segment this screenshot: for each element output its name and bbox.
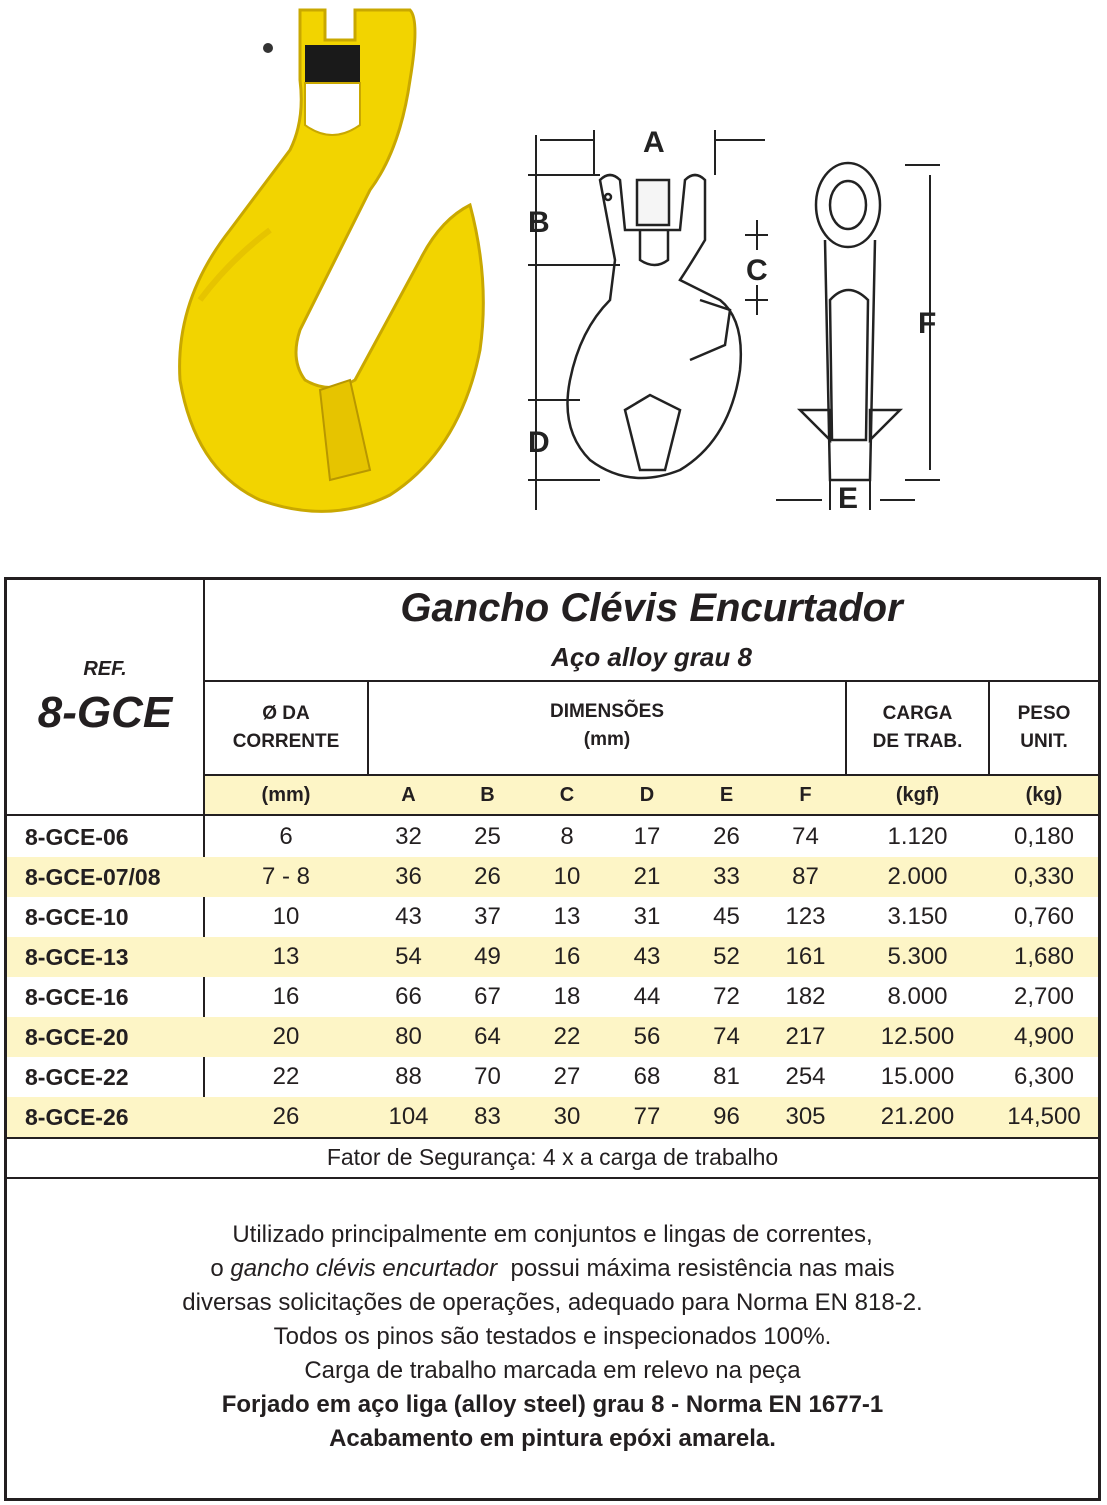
description-line3: diversas solicitações de operações, adequado para Norma EN 818-2. (182, 1289, 923, 1316)
row-cell-load: 12.500 (880, 1023, 955, 1050)
table-row (7, 937, 1098, 977)
row-cell-d: 77 (633, 1103, 661, 1130)
row-cell-f: 74 (792, 823, 819, 850)
row-cell-f: 87 (792, 863, 819, 890)
row-cell-a: 80 (395, 1023, 422, 1050)
row-cell-f: 182 (785, 983, 826, 1010)
row-cell-chain: 16 (272, 983, 300, 1010)
dim-label-b: B (528, 206, 550, 239)
row-cell-weight: 4,900 (1013, 1023, 1075, 1050)
row-ref: 8-GCE-10 (25, 904, 129, 930)
header-chain-line2: CORRENTE (232, 731, 340, 752)
unit-c: C (559, 784, 575, 806)
row-cell-e: 81 (713, 1063, 740, 1090)
row-cell-weight: 0,760 (1013, 903, 1075, 930)
row-cell-d: 56 (633, 1023, 661, 1050)
unit-chain: (mm) (261, 784, 311, 806)
row-cell-c: 30 (553, 1103, 581, 1130)
row-cell-d: 68 (633, 1063, 661, 1090)
row-cell-load: 5.300 (887, 943, 948, 970)
table-row (7, 977, 1098, 1017)
description-line7: Acabamento em pintura epóxi amarela. (329, 1425, 776, 1452)
page-subtitle: Aço alloy grau 8 (551, 642, 752, 672)
row-cell-a: 54 (395, 943, 422, 970)
table-row (7, 1097, 1098, 1137)
header-dimensions-line2: (mm) (583, 729, 631, 750)
description-line4: Todos os pinos são testados e inspecionados 100%. (273, 1323, 832, 1350)
product-name-emphasis: gancho clévis encurtador (230, 1255, 498, 1282)
product-description (7, 1218, 1098, 1456)
row-cell-a: 36 (395, 863, 422, 890)
dim-label-a: A (643, 126, 665, 159)
header-weight-line2: UNIT. (1020, 731, 1068, 752)
row-cell-e: 74 (713, 1023, 740, 1050)
row-cell-f: 217 (785, 1023, 826, 1050)
table-row (7, 1017, 1098, 1057)
side-view-drawing (800, 163, 900, 480)
side-view-dimensions (776, 165, 940, 510)
row-cell-a: 43 (395, 903, 422, 930)
row-cell-f: 254 (785, 1063, 826, 1090)
row-cell-c: 10 (553, 863, 581, 890)
row-cell-weight: 0,180 (1013, 823, 1075, 850)
table-row (7, 1057, 1098, 1097)
product-illustration (0, 0, 1107, 570)
row-cell-a: 32 (395, 823, 422, 850)
row-ref: 8-GCE-22 (25, 1064, 129, 1090)
dim-label-d: D (528, 426, 550, 459)
row-cell-e: 96 (713, 1103, 740, 1130)
description-line6: Forjado em aço liga (alloy steel) grau 8 - Norma EN 1677-1 (221, 1391, 884, 1418)
header-load-line2: DE TRAB. (872, 731, 963, 752)
row-cell-d: 17 (633, 823, 661, 850)
unit-load: (kgf) (895, 784, 940, 806)
header-weight-line1: PESO (1017, 703, 1071, 724)
row-cell-b: 67 (474, 983, 501, 1010)
row-cell-weight: 14,500 (1007, 1103, 1081, 1130)
row-cell-c: 13 (553, 903, 581, 930)
row-ref: 8-GCE-13 (25, 944, 129, 970)
row-ref: 8-GCE-06 (25, 824, 129, 850)
row-cell-b: 37 (474, 903, 501, 930)
table-row (7, 857, 1098, 897)
description-line2: o gancho clévis encurtador possui máxima resistência nas mais (210, 1255, 895, 1282)
header-load (847, 700, 988, 756)
row-cell-c: 27 (553, 1063, 581, 1090)
front-view-drawing (568, 175, 741, 478)
row-cell-load: 3.150 (887, 903, 948, 930)
unit-f: F (799, 784, 812, 806)
row-cell-c: 8 (560, 823, 574, 850)
row-cell-d: 44 (633, 983, 661, 1010)
row-cell-c: 22 (553, 1023, 581, 1050)
row-cell-b: 83 (474, 1103, 501, 1130)
row-cell-chain: 13 (272, 943, 300, 970)
row-cell-e: 26 (713, 823, 740, 850)
table-row (7, 897, 1098, 937)
row-cell-c: 18 (553, 983, 581, 1010)
row-cell-e: 72 (713, 983, 740, 1010)
row-cell-weight: 0,330 (1013, 863, 1075, 890)
ref-code: 8-GCE (37, 688, 173, 737)
row-cell-b: 25 (474, 823, 501, 850)
row-cell-a: 66 (395, 983, 422, 1010)
header-chain-line1: Ø DA (262, 703, 310, 724)
row-cell-d: 21 (633, 863, 661, 890)
table-row (7, 817, 1098, 857)
header-chain (205, 700, 367, 756)
row-cell-load: 15.000 (880, 1063, 955, 1090)
header-load-line1: CARGA (882, 703, 953, 724)
row-cell-weight: 2,700 (1013, 983, 1075, 1010)
unit-weight: (kg) (1025, 784, 1063, 806)
row-cell-chain: 7 - 8 (261, 863, 311, 890)
unit-e: E (719, 784, 734, 806)
row-cell-e: 33 (713, 863, 740, 890)
row-cell-weight: 6,300 (1013, 1063, 1075, 1090)
safety-factor-note: Fator de Segurança: 4 x a carga de trabalho (326, 1144, 779, 1170)
row-cell-load: 1.120 (887, 823, 948, 850)
row-cell-d: 31 (633, 903, 661, 930)
row-cell-f: 161 (785, 943, 826, 970)
row-ref: 8-GCE-26 (25, 1104, 129, 1130)
description-line1: Utilizado principalmente em conjuntos e lingas de correntes, (232, 1221, 873, 1248)
header-weight (990, 700, 1098, 756)
row-cell-c: 16 (553, 943, 581, 970)
row-cell-load: 8.000 (887, 983, 948, 1010)
row-ref: 8-GCE-16 (25, 984, 129, 1010)
unit-a: A (401, 784, 416, 806)
row-cell-a: 88 (395, 1063, 422, 1090)
dim-label-c: C (746, 254, 768, 287)
row-cell-f: 305 (785, 1103, 826, 1130)
description-line5: Carga de trabalho marcada em relevo na peça (304, 1357, 801, 1384)
row-cell-b: 70 (474, 1063, 501, 1090)
row-cell-b: 49 (474, 943, 501, 970)
row-cell-f: 123 (785, 903, 826, 930)
row-ref: 8-GCE-07/08 (25, 864, 161, 890)
page-title: Gancho Clévis Encurtador (400, 586, 903, 630)
units-row (205, 776, 1098, 814)
header-dimensions (369, 698, 845, 754)
row-cell-chain: 10 (272, 903, 300, 930)
row-cell-e: 52 (713, 943, 740, 970)
row-ref: 8-GCE-20 (25, 1024, 129, 1050)
row-cell-weight: 1,680 (1013, 943, 1075, 970)
row-cell-d: 43 (633, 943, 661, 970)
spec-table (4, 577, 1101, 1501)
row-cell-e: 45 (713, 903, 740, 930)
row-cell-b: 64 (474, 1023, 501, 1050)
row-cell-chain: 20 (272, 1023, 300, 1050)
row-cell-chain: 6 (279, 823, 293, 850)
row-cell-load: 21.200 (880, 1103, 955, 1130)
row-cell-chain: 26 (272, 1103, 300, 1130)
unit-b: B (480, 784, 495, 806)
hook-photo (180, 10, 484, 511)
unit-d: D (639, 784, 655, 806)
row-cell-load: 2.000 (887, 863, 948, 890)
row-cell-chain: 22 (272, 1063, 300, 1090)
ref-label: REF. (83, 658, 127, 680)
row-cell-a: 104 (388, 1103, 429, 1130)
header-dimensions-line1: DIMENSÕES (549, 701, 665, 722)
dim-label-f: F (918, 307, 937, 340)
dim-label-e: E (838, 482, 859, 515)
row-cell-b: 26 (474, 863, 501, 890)
